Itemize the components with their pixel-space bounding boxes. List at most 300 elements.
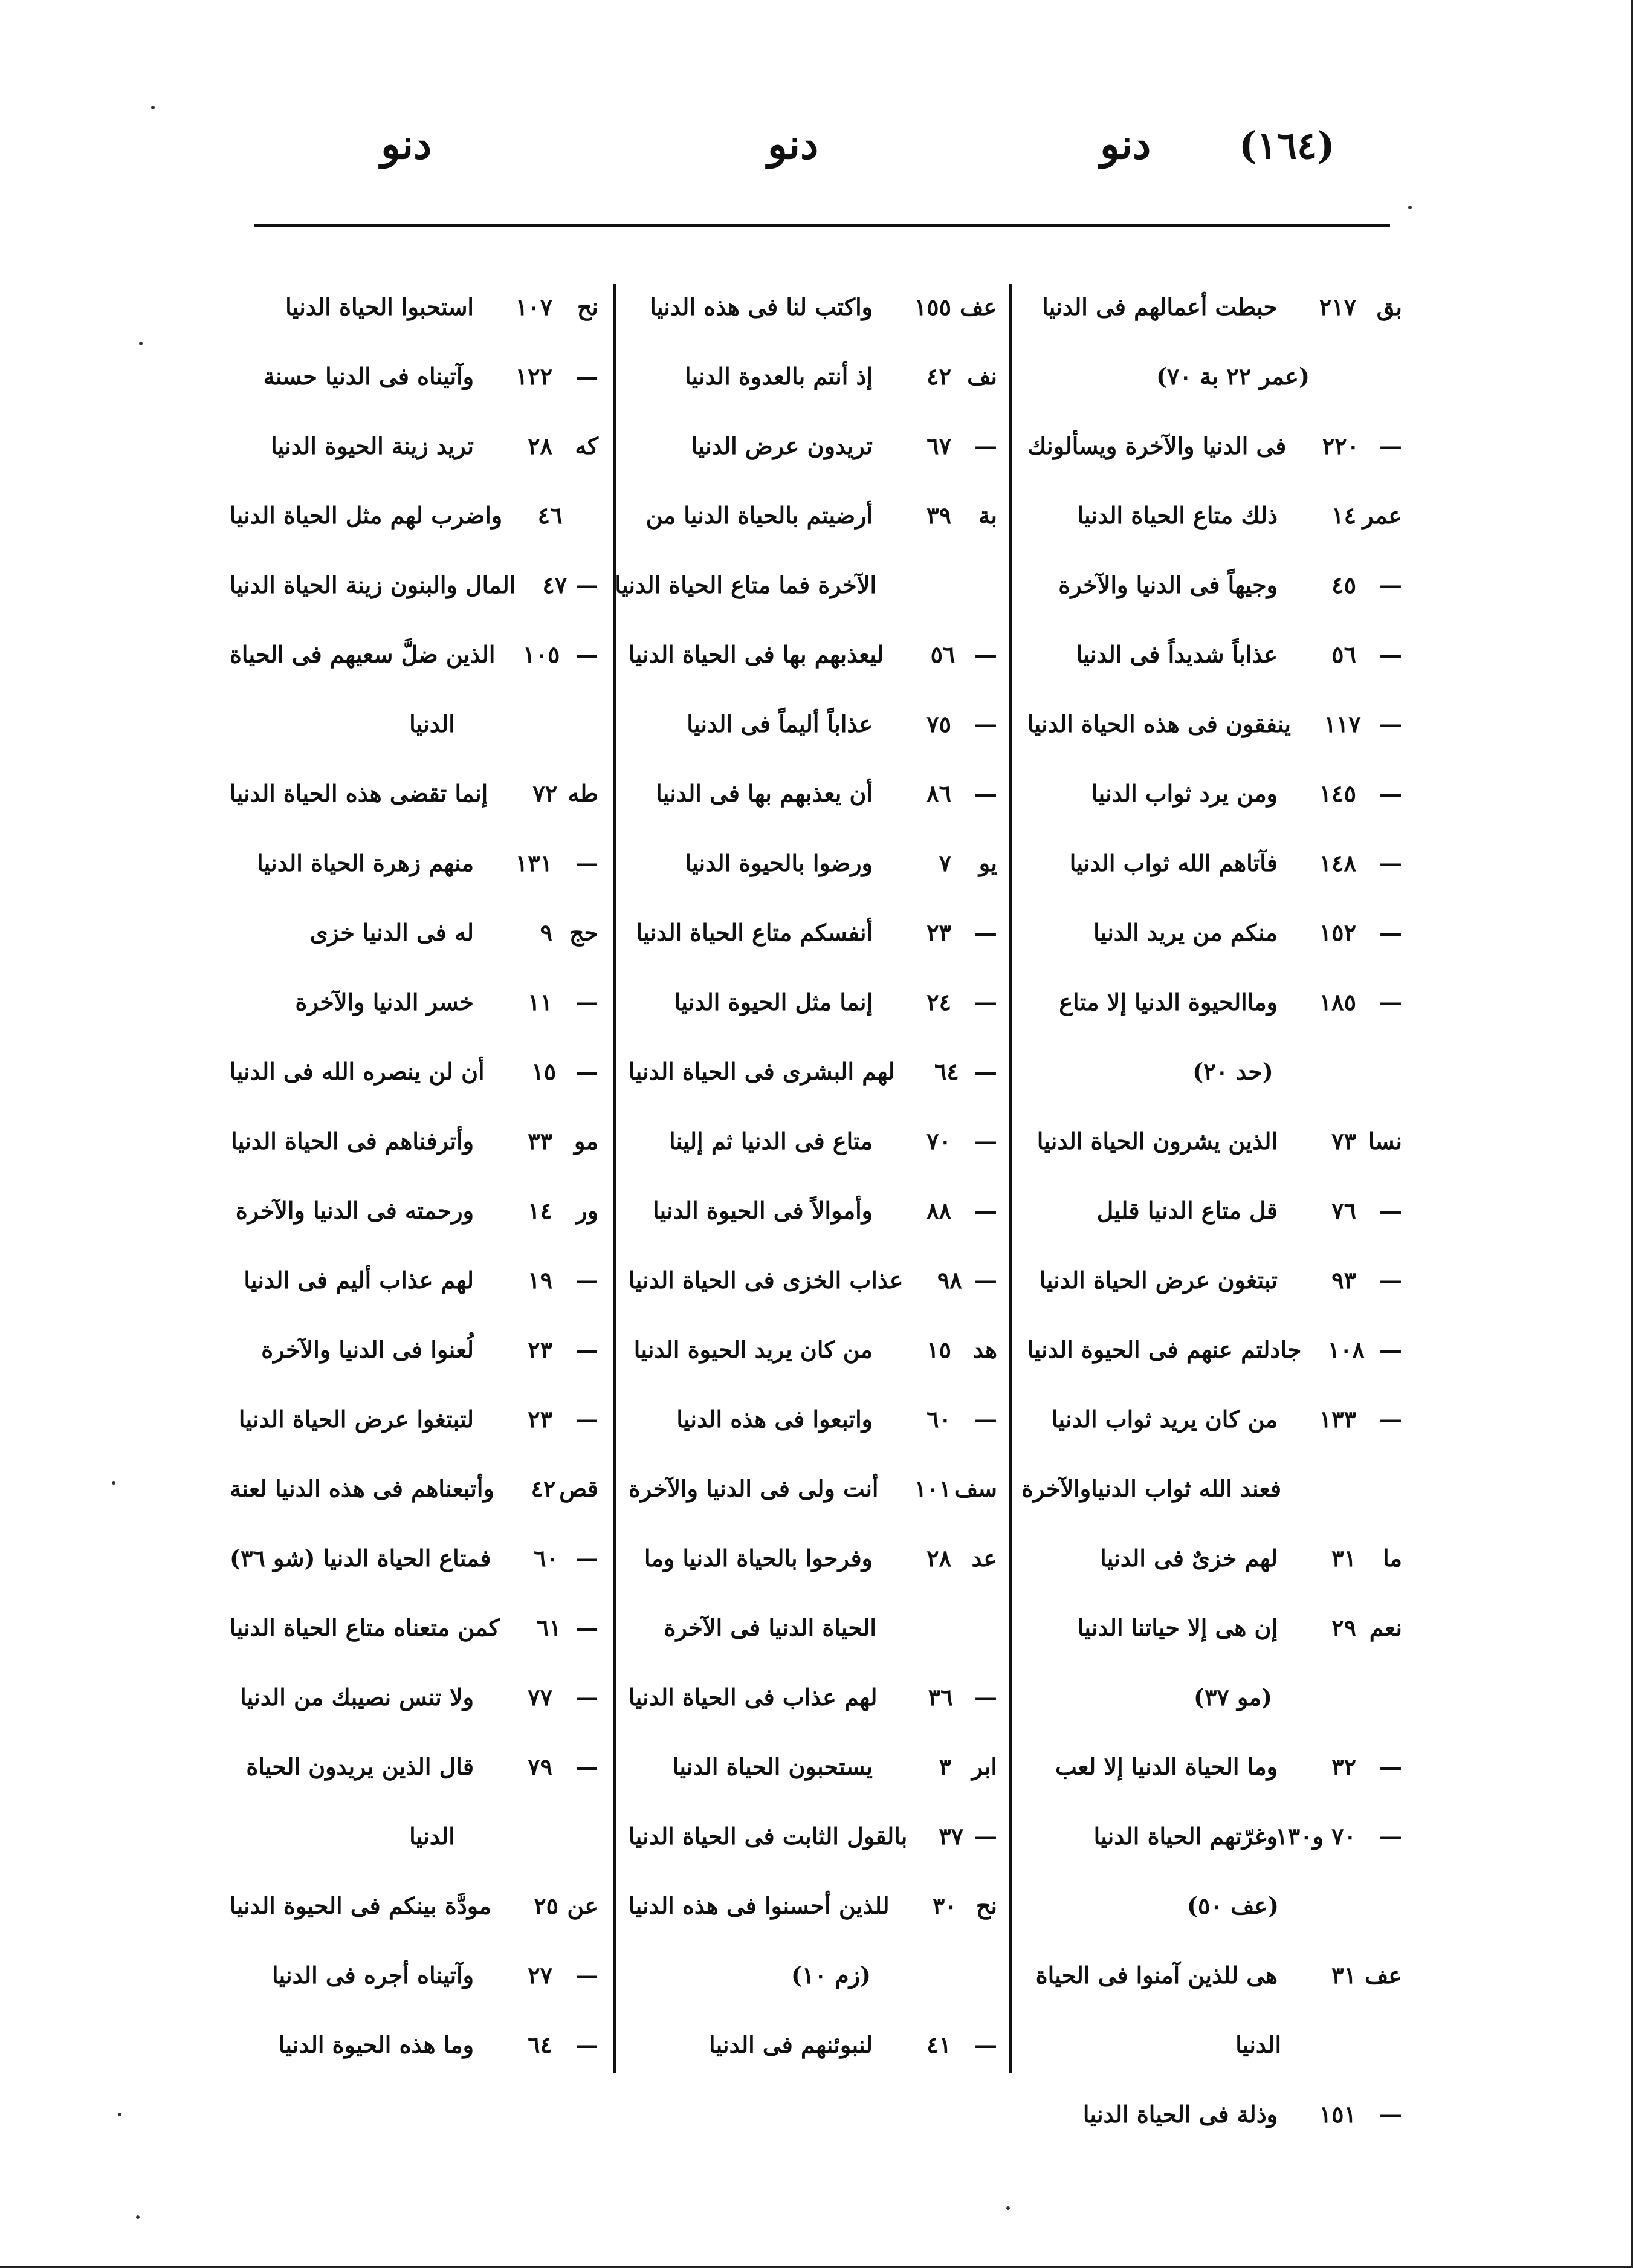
verse-number: ٦٤ (528, 2030, 552, 2058)
surah-code: — (1379, 640, 1402, 668)
phrase-text: وما هذه الحيوة الدنيا (278, 2030, 474, 2058)
verse-number: ٢٣ (528, 1405, 552, 1433)
surah-code: عمر (1362, 501, 1402, 529)
surah-code: — (575, 1752, 598, 1780)
verse-number: ١١٧ (1324, 710, 1361, 737)
phrase-text: وفرحوا بالحياة الدنيا وما (644, 1544, 873, 1572)
phrase-text: وآتيناه فى الدنيا حسنة (263, 362, 474, 390)
phrase-text: واكتب لنا فى هذه الدنيا (650, 293, 873, 320)
index-entry (629, 1523, 997, 1593)
index-entry (1027, 1732, 1402, 1801)
index-entry (629, 898, 997, 967)
surah-code: — (1379, 988, 1402, 1016)
phrase-text: وماالحيوة الدنيا إلا متاع (1059, 988, 1278, 1016)
column-divider-left (613, 284, 616, 2073)
phrase-text: عذاباً أليماً فى الدنيا (687, 710, 873, 737)
verse-number: ١٤٨ (1319, 849, 1356, 876)
phrase-text: لهم عذاب فى الحياة الدنيا (629, 1683, 878, 1711)
verse-number: ٣٧ (939, 1822, 964, 1850)
surah-code: — (575, 571, 598, 598)
index-entry (1027, 967, 1402, 1037)
surah-code: — (1379, 1405, 1402, 1433)
surah-code: — (575, 2030, 598, 2058)
index-entry (230, 481, 598, 550)
phrase-text: بالقول الثابت فى الحياة الدنيا (629, 1822, 908, 1850)
index-entry (629, 1732, 997, 1801)
index-entry (1027, 481, 1402, 550)
surah-code: طه (568, 779, 598, 807)
index-entry (1027, 1523, 1402, 1593)
index-entry (629, 1871, 997, 1940)
surah-code: — (974, 1822, 997, 1850)
surah-code: — (974, 710, 997, 737)
header-word-left: دنو (381, 120, 432, 169)
surah-code: — (575, 1335, 598, 1363)
verse-number: ٩ (540, 918, 552, 946)
entry-continuation (1027, 1871, 1402, 1940)
phrase-text: ولا تنس نصيبك من الدنيا (240, 1683, 474, 1711)
verse-number: ٧٠ و١٣٠ (1275, 1822, 1356, 1850)
surah-code: — (974, 918, 997, 946)
scan-speck (151, 106, 155, 109)
surah-code: — (1379, 849, 1402, 876)
scan-speck (1408, 206, 1412, 209)
surah-code: كه (575, 432, 598, 459)
verse-number: ٣٩ (926, 501, 951, 529)
surah-code: — (974, 988, 997, 1016)
phrase-text: وأتبعناهم فى هذه الدنيا لعنة (230, 1474, 494, 1502)
verse-number: ٣١ (1331, 1544, 1356, 1572)
index-entry (629, 1454, 997, 1523)
header-word-center: دنو (768, 120, 819, 169)
phrase-text: فمتاع الحياة الدنيا (شو ٣٦) (230, 1544, 491, 1572)
verse-number: ٩٣ (1331, 1266, 1356, 1294)
entry-continuation (1021, 1454, 1402, 1523)
verse-number: ٣٠ (932, 1891, 957, 1919)
entry-continuation (1027, 1662, 1402, 1732)
entry-continuation (230, 689, 598, 759)
phrase-text: منكم من يريد الدنيا (1093, 918, 1278, 946)
header-rule (254, 224, 1390, 227)
index-entry (230, 1454, 598, 1523)
surah-code: — (1379, 432, 1402, 459)
verse-number: ٣٣ (528, 1127, 552, 1155)
index-entry (230, 342, 598, 411)
surah-code: — (1379, 2100, 1402, 2128)
phrase-text: لهم عذاب أليم فى الدنيا (244, 1266, 474, 1294)
verse-number: ١١ (528, 988, 552, 1016)
index-entry (230, 550, 598, 620)
surah-code: — (575, 1544, 598, 1572)
surah-code: قص (559, 1474, 598, 1502)
verse-number: ٣١ (1331, 1961, 1356, 1989)
phrase-text: فآتاهم الله ثواب الدنيا (1069, 849, 1278, 876)
surah-code: نح (975, 1891, 997, 1919)
index-entry (629, 1106, 997, 1176)
surah-code: — (575, 1266, 598, 1294)
index-entry (230, 1315, 598, 1384)
verse-number: ٢٣ (528, 1335, 552, 1363)
index-entry (230, 828, 598, 898)
index-entry (1027, 550, 1402, 620)
entry-continuation (629, 1593, 997, 1662)
phrase-text: حبطت أعمالهم فى الدنيا (1042, 293, 1278, 320)
index-entry (629, 481, 997, 550)
verse-number: ٣ (939, 1752, 951, 1780)
index-entry (230, 1176, 598, 1245)
column-left (230, 272, 598, 2079)
index-entry (629, 342, 997, 411)
entry-continuation (1027, 342, 1402, 411)
verse-number: ٢٧ (528, 1961, 552, 1989)
entry-continuation (230, 1801, 598, 1871)
verse-number: ٤٦ (537, 501, 563, 529)
verse-number: ٧٦ (1331, 1196, 1356, 1224)
index-entry (230, 1871, 598, 1940)
index-entry (629, 689, 997, 759)
surah-code: نح (577, 293, 598, 320)
surah-code: — (575, 1613, 598, 1641)
surah-code: — (974, 1266, 997, 1294)
verse-number: ١٠٧ (515, 293, 552, 320)
phrase-text: ذلك متاع الحياة الدنيا (1077, 501, 1278, 529)
phrase-text: ورضوا بالحيوة الدنيا (685, 849, 873, 876)
index-entry (1027, 411, 1402, 481)
index-entry (629, 1662, 997, 1732)
verse-number: ٢٩ (1331, 1613, 1356, 1641)
index-entry (230, 272, 598, 342)
phrase-text: خسر الدنيا والآخرة (295, 988, 474, 1016)
surah-code: — (1379, 1335, 1402, 1363)
verse-number: ١٤ (1331, 501, 1356, 529)
phrase-text: (عمر ٢٢ بة ٧٠) (1156, 362, 1310, 390)
index-entry (230, 2010, 598, 2079)
phrase-text: واضرب لهم مثل الحياة الدنيا (230, 501, 503, 529)
phrase-text: مودَّة بينكم فى الحيوة الدنيا (230, 1891, 491, 1919)
phrase-text: ومن يرد ثواب الدنيا (1091, 779, 1278, 807)
surah-code: نعم (1369, 1613, 1402, 1641)
surah-code: عف (1364, 1961, 1402, 1989)
verse-number: ١٥٢ (1319, 918, 1356, 946)
phrase-text: إن هى إلا حياتنا الدنيا (1077, 1613, 1278, 1641)
verse-number: ٢٨ (926, 1544, 951, 1572)
index-entry (1027, 689, 1402, 759)
entry-continuation (629, 1940, 997, 2010)
phrase-text: الدنيا (409, 710, 455, 737)
index-entry (230, 1245, 598, 1315)
surah-code: نف (967, 362, 997, 390)
verse-number: ٤٧ (542, 571, 568, 598)
index-entry (230, 1940, 598, 2010)
scan-speck (139, 342, 143, 345)
surah-code: سف (954, 1474, 997, 1502)
index-entry (629, 828, 997, 898)
surah-code: — (974, 432, 997, 459)
index-entry (1027, 828, 1402, 898)
verse-number: ٧ (939, 849, 951, 876)
phrase-text: الحياة الدنيا فى الآخرة (664, 1613, 876, 1641)
index-entry (1027, 1940, 1402, 2010)
index-entry (230, 411, 598, 481)
index-entry (230, 1732, 598, 1801)
verse-number: ١٥ (926, 1335, 951, 1363)
verse-number: ٧٩ (528, 1752, 552, 1780)
index-entry (230, 1384, 598, 1454)
phrase-text: لهم البشرى فى الحياة الدنيا (629, 1057, 895, 1085)
column-divider-right (1009, 284, 1012, 2073)
phrase-text: من كان يريد الحيوة الدنيا (633, 1335, 873, 1363)
phrase-text: عذاباً شديداً فى الدنيا (1076, 640, 1278, 668)
index-entry (1027, 620, 1402, 689)
surah-code: — (1379, 710, 1402, 737)
verse-number: ٧٥ (926, 710, 951, 737)
index-entry (230, 1662, 598, 1732)
verse-number: ٢٥ (534, 1891, 559, 1919)
phrase-text: الذين يشرون الحياة الدنيا (1036, 1127, 1278, 1155)
scan-speck (118, 2113, 121, 2116)
index-entry (230, 1106, 598, 1176)
phrase-text: واتبعوا فى هذه الدنيا (676, 1405, 873, 1433)
surah-code: ور (576, 1196, 598, 1224)
index-entry (230, 898, 598, 967)
verse-number: ٢٣ (926, 918, 951, 946)
phrase-text: ينفقون فى هذه الحياة الدنيا (1027, 710, 1291, 737)
surah-code: عد (971, 1544, 997, 1572)
index-entry (1027, 1384, 1402, 1454)
surah-code: — (974, 640, 997, 668)
phrase-text: عذاب الخزى فى الحياة الدنيا (629, 1266, 904, 1294)
scan-speck (1006, 2206, 1010, 2210)
verse-number: ٦١ (537, 1613, 561, 1641)
index-entry (1027, 1801, 1402, 1871)
verse-number: ١٣١ (515, 849, 552, 876)
verse-number: ٣٢ (1331, 1752, 1356, 1780)
index-entry (629, 1315, 997, 1384)
index-entry (230, 620, 598, 689)
verse-number: ٥٦ (1331, 640, 1356, 668)
index-entry (629, 1176, 997, 1245)
entry-continuation (615, 550, 997, 620)
surah-code: — (575, 362, 598, 390)
index-entry (1027, 272, 1402, 342)
verse-number: ١٠٥ (523, 640, 560, 668)
index-entry (1027, 1593, 1402, 1662)
surah-code: — (974, 1127, 997, 1155)
verse-number: ٢١٧ (1319, 293, 1356, 320)
index-entry (1027, 1106, 1402, 1176)
phrase-text: وجيهاً فى الدنيا والآخرة (1058, 571, 1278, 598)
verse-number: ٧٢ (532, 779, 558, 807)
index-entry (629, 1037, 997, 1106)
surah-code: — (1379, 571, 1402, 598)
surah-code: — (974, 1405, 997, 1433)
surah-code: — (974, 1683, 997, 1711)
index-entry (1027, 1245, 1402, 1315)
verse-number: ٦٤ (934, 1057, 959, 1085)
phrase-text: الدنيا (409, 1822, 455, 1850)
index-entry (1027, 898, 1402, 967)
surah-code: — (575, 640, 598, 668)
index-entry (230, 967, 598, 1037)
index-entry (230, 759, 598, 828)
surah-code: ما (1383, 1544, 1402, 1572)
surah-code: — (974, 1057, 997, 1085)
scan-speck (136, 2215, 140, 2219)
verse-number: ٧٣ (1331, 1127, 1356, 1155)
index-entry (1027, 1176, 1402, 1245)
surah-code: بة (978, 501, 997, 529)
index-entry (629, 1801, 997, 1871)
verse-number: ٥٦ (930, 640, 956, 668)
phrase-text: ليعذبهم بها فى الحياة الدنيا (629, 640, 884, 668)
phrase-text: الآخرة فما متاع الحياة الدنيا (615, 571, 876, 598)
index-entry (629, 1245, 997, 1315)
surah-code: — (1379, 918, 1402, 946)
phrase-text: لتبتغوا عرض الحياة الدنيا (238, 1405, 474, 1433)
index-entry (629, 620, 997, 689)
phrase-text: وأترفناهم فى الحياة الدنيا (231, 1127, 474, 1155)
phrase-text: قال الذين يريدون الحياة (246, 1752, 474, 1780)
index-entry (230, 1037, 598, 1106)
phrase-text: لهم خزىٌ فى الدنيا (1100, 1544, 1278, 1572)
phrase-text: أن لن ينصره الله فى الدنيا (230, 1057, 485, 1085)
phrase-text: لُعنوا فى الدنيا والآخرة (261, 1335, 474, 1363)
verse-number: ٨٨ (926, 1196, 951, 1224)
phrase-text: أرضيتم بالحياة الدنيا من (645, 501, 873, 529)
index-entry (629, 1384, 997, 1454)
phrase-text: يستحبون الحياة الدنيا (672, 1752, 873, 1780)
verse-number: ١٩ (528, 1266, 552, 1294)
phrase-text: متاع فى الدنيا ثم إلينا (668, 1127, 873, 1155)
phrase-text: (زم ١٠) (791, 1961, 871, 1989)
surah-code: — (575, 1683, 598, 1711)
verse-number: ٤١ (926, 2030, 951, 2058)
surah-code: — (575, 1961, 598, 1989)
index-entry (1027, 759, 1402, 828)
phrase-text: الذين ضلَّ سعيهم فى الحياة (230, 640, 496, 668)
phrase-text: أنفسكم متاع الحياة الدنيا (636, 918, 873, 946)
verse-number: ٦٧ (926, 432, 951, 459)
phrase-text: للذين أحسنوا فى هذه الدنيا (629, 1891, 890, 1919)
verse-number: ١٠٨ (1327, 1335, 1365, 1363)
verse-number: ١٥١ (1319, 2100, 1356, 2128)
verse-number: ١٣٣ (1319, 1405, 1356, 1433)
index-entry (629, 411, 997, 481)
verse-number: ٤٢ (531, 1474, 556, 1502)
surah-code: — (1379, 1266, 1402, 1294)
phrase-text: له فى الدنيا خزى (309, 918, 474, 946)
index-entry (629, 759, 997, 828)
verse-number: ١٤ (528, 1196, 552, 1224)
phrase-text: (حد ٢٠) (1192, 1057, 1273, 1085)
verse-number: ٦٠ (534, 1544, 558, 1572)
verse-number: ٢٤ (926, 988, 951, 1016)
surah-code: — (974, 1196, 997, 1224)
phrase-text: إنما تقضى هذه الحياة الدنيا (230, 779, 488, 807)
phrase-text: المال والبنون زينة الحياة الدنيا (230, 571, 516, 598)
verse-number: ٨٦ (926, 779, 951, 807)
surah-code: — (575, 1405, 598, 1433)
verse-number: ١٠١ (914, 1474, 951, 1502)
verse-number: ٧٧ (528, 1683, 552, 1711)
column-right (1021, 272, 1402, 2149)
surah-code: — (1379, 1752, 1402, 1780)
surah-code: يو (978, 849, 997, 876)
phrase-text: من كان يريد ثواب الدنيا (1051, 1405, 1278, 1433)
entry-continuation (1027, 1037, 1402, 1106)
phrase-text: إنما مثل الحيوة الدنيا (674, 988, 873, 1016)
phrase-text: إذ أنتم بالعدوة الدنيا (684, 362, 873, 390)
verse-number: ١٥٥ (914, 293, 951, 320)
verse-number: ٧٠ (926, 1127, 951, 1155)
index-entry (230, 1523, 598, 1593)
surah-code: — (1379, 1822, 1402, 1850)
surah-code: — (575, 988, 598, 1016)
surah-code: — (974, 779, 997, 807)
verse-number: ١٨٥ (1319, 988, 1356, 1016)
verse-number: ٦٠ (926, 1405, 951, 1433)
phrase-text: وذلة فى الحياة الدنيا (1082, 2100, 1278, 2128)
column-center (615, 272, 997, 2079)
phrase-text: وما الحياة الدنيا إلا لعب (1055, 1752, 1278, 1780)
verse-number: ١٥ (531, 1057, 557, 1085)
scan-speck (112, 1481, 115, 1485)
page-number: (١٦٤) (1239, 123, 1335, 167)
phrase-text: كمن متعناه متاع الحياة الدنيا (230, 1613, 500, 1641)
phrase-text: (مو ٣٧) (1194, 1683, 1273, 1711)
surah-code: — (575, 849, 598, 876)
verse-number: ١٤٥ (1319, 779, 1356, 807)
surah-code: مو (574, 1127, 598, 1155)
surah-code: نسا (1368, 1127, 1402, 1155)
index-entry (230, 1593, 598, 1662)
phrase-text: وآتيناه أجره فى الدنيا (271, 1961, 474, 1989)
phrase-text: ورحمته فى الدنيا والآخرة (235, 1196, 474, 1224)
phrase-text: هى للذين آمنوا فى الحياة (1035, 1961, 1278, 1989)
header-word-right: دنو (1100, 120, 1151, 169)
surah-code: — (1379, 1196, 1402, 1224)
verse-number: ٤٥ (1331, 571, 1356, 598)
phrase-text: تريد زينة الحيوة الدنيا (271, 432, 474, 459)
phrase-text: وأموالاً فى الحيوة الدنيا (652, 1196, 873, 1224)
phrase-text: الدنيا (1235, 2030, 1281, 2058)
surah-code: — (974, 2030, 997, 2058)
phrase-text: قل متاع الدنيا قليل (1096, 1196, 1278, 1224)
verse-number: ١٢٢ (515, 362, 552, 390)
phrase-text: فى الدنيا والآخرة ويسألونك (1027, 432, 1287, 459)
phrase-text: فعند الله ثواب الدنياوالآخرة (1021, 1474, 1281, 1502)
phrase-text: وغرّتهم الحياة الدنيا (1093, 1822, 1278, 1850)
surah-code: عن (567, 1891, 598, 1919)
verse-number: ٢٢٠ (1322, 432, 1360, 459)
phrase-text: تريدون عرض الدنيا (691, 432, 873, 459)
surah-code: ابر (971, 1752, 997, 1780)
surah-code: بق (1376, 293, 1402, 320)
surah-code: — (575, 1057, 598, 1085)
phrase-text: جادلتم عنهم فى الحيوة الدنيا (1027, 1335, 1302, 1363)
phrase-text: تبتغون عرض الحياة الدنيا (1040, 1266, 1278, 1294)
entry-continuation (1027, 2010, 1402, 2079)
index-entry (629, 2010, 997, 2079)
index-entry (629, 967, 997, 1037)
phrase-text: (عف ٥٠) (1186, 1891, 1279, 1919)
phrase-text: أن يعذبهم بها فى الدنيا (656, 779, 873, 807)
surah-code: عف (959, 293, 997, 320)
verse-number: ٤٢ (926, 362, 951, 390)
phrase-text: لنبوئنهم فى الدنيا (709, 2030, 873, 2058)
index-entry (1027, 1315, 1402, 1384)
verse-number: ٣٦ (928, 1683, 953, 1711)
